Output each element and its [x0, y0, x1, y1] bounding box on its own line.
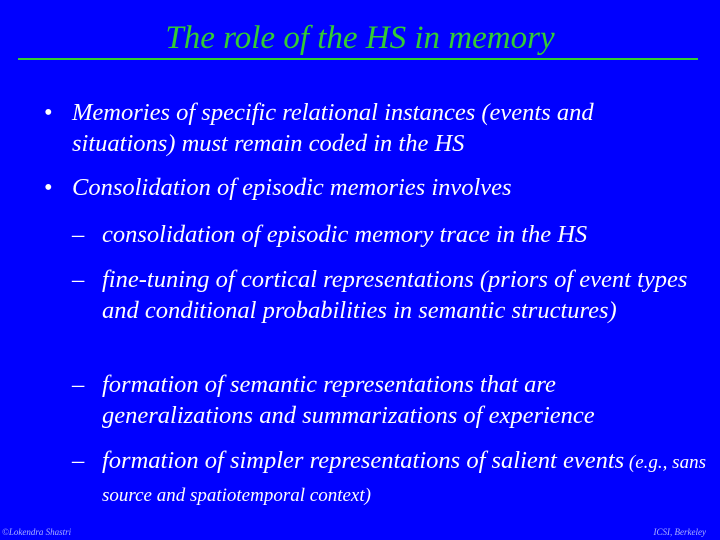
sub-item-text: formation of semantic representations that are generalizations and summarizations of experience	[102, 371, 595, 429]
title-underline	[18, 58, 698, 60]
sub-item-1	[72, 219, 712, 250]
sub-item-4	[72, 445, 712, 511]
sub-item-text	[102, 445, 712, 511]
dash-icon: –	[72, 371, 85, 398]
slide-title: The role of the HS in memory	[165, 20, 555, 56]
sub-item-parenthetical: (e.g., sans source and spatiotemporal context)	[102, 452, 706, 506]
dash-icon: –	[72, 221, 85, 248]
sub-item-text: fine-tuning of cortical representations (priors of event types and conditional probabilities in semantic structures)	[102, 266, 688, 324]
bullet-icon: •	[44, 174, 53, 201]
sub-item-2	[72, 264, 712, 326]
bullet-text: Memories of specific relational instances (events and situations) must remain coded in the HS	[72, 99, 594, 157]
footer-institution: ICSI, Berkeley	[653, 527, 706, 537]
bullet-item-1	[44, 97, 694, 159]
dash-icon: –	[72, 266, 85, 293]
dash-icon: –	[72, 447, 85, 474]
bullet-text: Consolidation of episodic memories involves	[72, 174, 512, 201]
bullet-icon: •	[44, 99, 53, 126]
sub-item-main-text: formation of simpler representations of salient events	[102, 447, 625, 474]
bullet-item-2	[44, 172, 694, 203]
sub-item-text: consolidation of episodic memory trace in the HS	[102, 221, 588, 248]
sub-item-3	[72, 369, 712, 431]
footer-author: ©Lokendra Shastri	[2, 527, 72, 537]
